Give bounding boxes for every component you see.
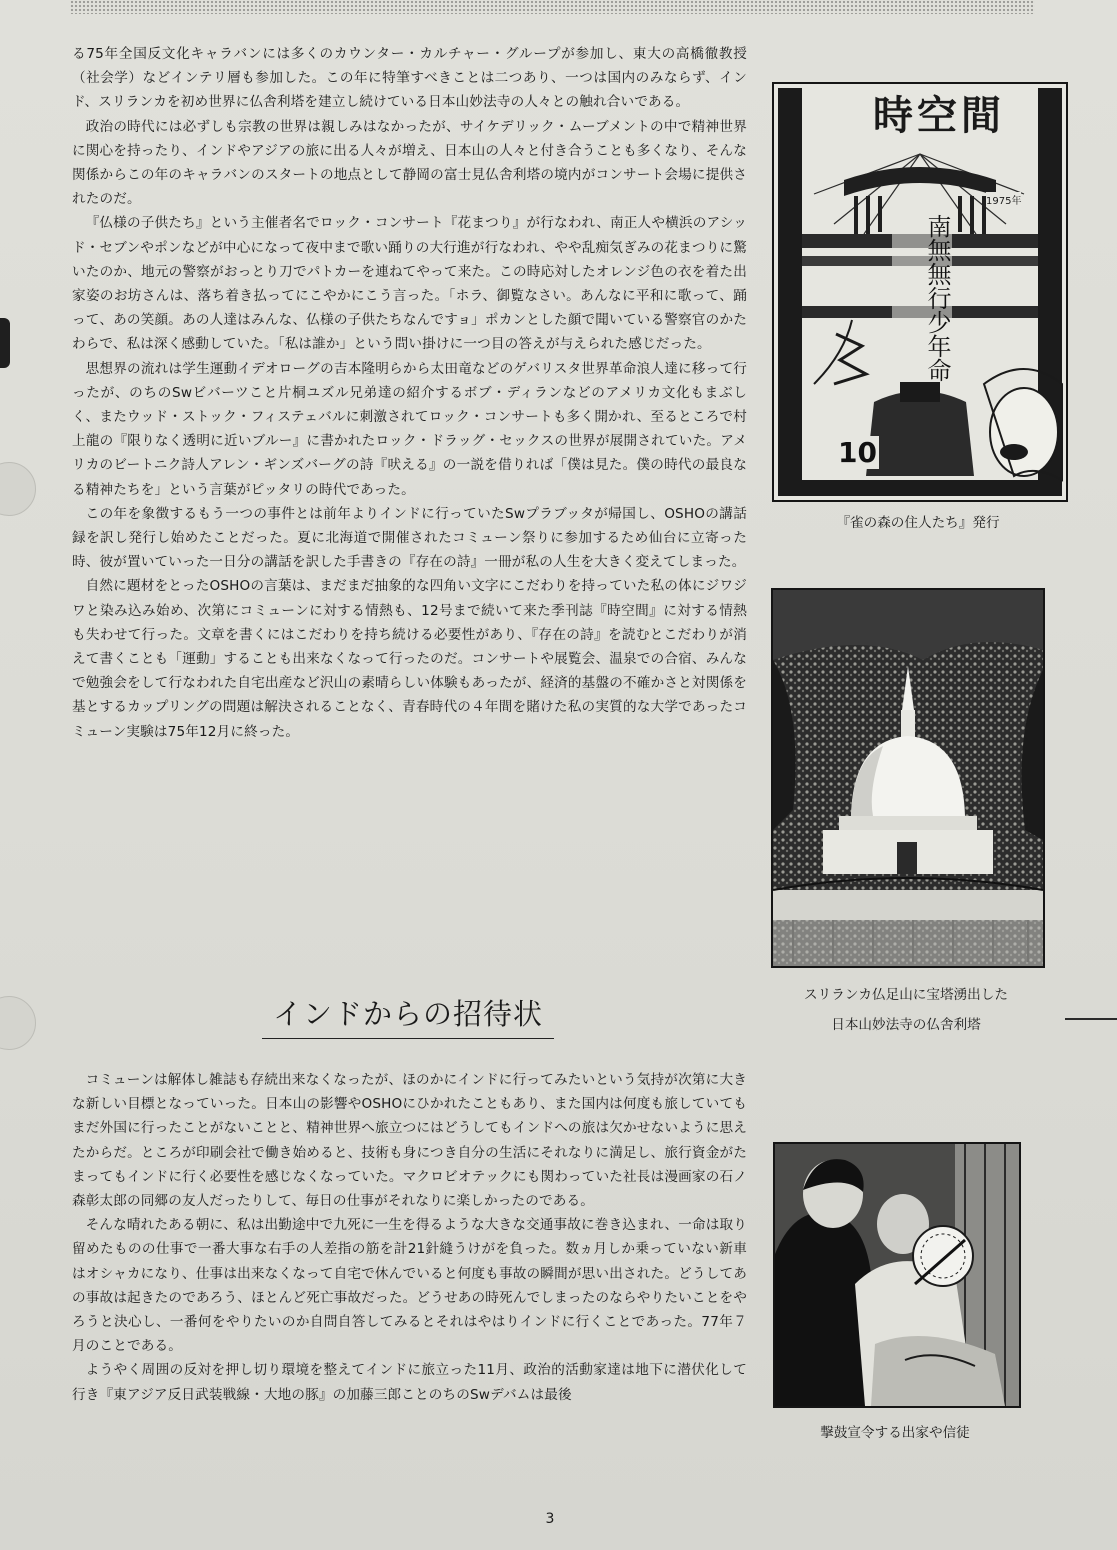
stupa-caption-line2: 日本山妙法寺の仏舎利塔 [831, 1017, 981, 1033]
paragraph: 『仏様の子供たち』という主催者名でロック・コンサート『花まつり』が行なわれ、南正人や横浜のアシッド・セブンやポンなどが中心になって夜中まで歌い踊りの大行進が行なわれ、やや乱痴気ぎみの花まつりに驚いたのか、地元の警察がおっとり刀でパトカーを連ねてやって来た。この時応対したオレンジ色の衣を着た出家姿のお坊さんは、落ち着き払ってにこやかにこう言った。「ホラ、御覧なさい。あんなに平和に歌って、踊って、あの笑顔。あの人達はみんな、仏様の子供たちなんですョ」ポカンとした顔で聞いている警察官のかたわらで、私は深く感動していた。「私は誰か」という問い掛けに一つ目の答えが与えられた感じだった。 [72, 215, 747, 353]
monks-caption: 撃鼓宣令する出家や信徒 [820, 1425, 970, 1441]
edge-mark [0, 318, 10, 368]
punch-hole [0, 996, 36, 1050]
monks-photo-figure [773, 1142, 1021, 1408]
punch-hole [0, 462, 36, 516]
halftone-strip [70, 0, 1035, 14]
paragraph: 思想界の流れは学生運動イデオローグの吉本隆明らから太田竜などのゲバリスタ世界革命浪人達に移って行ったが、のちのSwビバーツこと片桐ユズル兄弟達の紹介するボブ・ディランなどのアメリカ文化もまぶしく、またウッド・ストック・フィステェバルに刺激されてロック・コンサートも多く開かれ、至るところで村上龍の『限りなく透明に近いブルー』に書かれたロック・ドラッグ・セックスの世界が展開されていた。アメリカのビートニク詩人アレン・ギンズバーグの詩『吠える』の一説を借りれば「僕は見た。僕の時代の最良なる精神たちを」という言葉がピッタリの時代であった。 [72, 360, 747, 498]
stupa-photo [773, 590, 1043, 966]
article-block-2 [72, 1068, 747, 1407]
magazine-cover-figure [772, 82, 1068, 502]
stupa-caption-line1: スリランカ仏足山に宝塔湧出した [804, 987, 1008, 1003]
paragraph: 政治の時代には必ずしも宗教の世界は親しみはなかったが、サイケデリック・ムーブメントの中で精神世界に関心を持ったり、インドやアジアの旅に出る人々が増え、日本山の人々と付き合うことも多くなり、そんな関係からこの年のキャラバンのスタートの地点として静岡の富士見仏舎利塔の境内がコンサート会場に提供されたのだ。 [72, 118, 747, 208]
section-heading: インドからの招待状 [262, 994, 554, 1039]
magazine-caption: 『雀の森の住人たち』発行 [836, 515, 1000, 531]
magazine-title: 時空間 [873, 93, 1005, 139]
monks-photo [775, 1144, 1019, 1406]
magazine-vertical-title: 南無無行少年命 [892, 214, 952, 382]
page-number: 3 [545, 1511, 555, 1527]
magazine-year: 1975年 [986, 192, 1021, 207]
paragraph: この年を象徴するもう一つの事件とは前年よりインドに行っていたSwプラブッタが帰国し、OSHOの講話録を訳し発行し始めたことだった。夏に北海道で開催されたコミューン祭りに参加するため仙台に立寄った時、彼が置いていった一日分の講話を訳した手書きの『存在の詩』一冊が私の人生を大きく変えてしまった。 [72, 505, 747, 571]
issue-number: 10 [838, 436, 877, 469]
stupa-photo-figure [771, 588, 1045, 968]
article-block-1 [72, 42, 747, 744]
paragraph: コミューンは解体し雑誌も存続出来なくなったが、ほのかにインドに行ってみたいという気持が次第に大きな新しい目標となっていった。日本山の影響やOSHOにひかれたこともあり、また国内は何度も旅していてもまだ外国に行ったことがないことと、精神世界へ旅立つにはどうしてもインドへの旅は欠かせないように思えたからだ。ところが印刷会社で働き始めると、技術も身につき自分の生活にそれなりに満足し、旅行資金がたまってもインドに行く必要性を感じなくなっていた。マクロビオテックにも関わっていた社長は漫画家の石ノ森彰太郎の同郷の友人だったりして、毎日の仕事がそれなりに楽しかったのである。 [72, 1072, 747, 1210]
paragraph: ようやく周囲の反対を押し切り環境を整えてインドに旅立った11月、政治的活動家達は地下に潜伏化して行き『東アジア反日武装戦線・大地の豚』の加藤三郎ことのちのSwデバムは最後 [72, 1362, 747, 1403]
paragraph: る75年全国反文化キャラバンには多くのカウンター・カルチャー・グループが参加し、東大の高橋徹教授（社会学）などインテリ層も参加した。この年に特筆すべきことは二つあり、一つは国内のみならず、インド、スリランカを初め世界に仏舎利塔を建立し続けている日本山妙法寺の人々との触れ合いである。 [72, 46, 747, 111]
edge-line [1065, 1018, 1117, 1020]
paragraph: 自然に題材をとったOSHOの言葉は、まだまだ抽象的な四角い文字にこだわりを持っていた私の体にジワジワと染み込み始め、次第にコミューンに対する情熱も、12号まで続いて来た季刊誌『時空間』に対する情熱も失わせて行った。文章を書くにはこだわりを持ち続ける必要性があり、『存在の詩』を読むとこだわりが消えて書くことも「運動」することも出来なくなって行ったのだ。コンサートや展覧会、温泉での合宿、みんなで勉強会をして行なわれた自宅出産など沢山の素晴らしい体験もあったが、経済的基盤の不確かさと対関係を基とするカップリングの問題は解決されることなく、青春時代の４年間を賭けた私の実質的な大学であったコミューン実験は75年12月に終った。 [72, 578, 747, 740]
paragraph: そんな晴れたある朝に、私は出勤途中で九死に一生を得るような大きな交通事故に巻き込まれ、一命は取り留めたものの仕事で一番大事な右手の人差指の筋を計21針縫うけがを負った。数ヵ月しか乗っていない新車はオシャカになり、仕事は出来なくなって自宅で休んでいると何度も事故の瞬間が思い出された。どうしてあの事故は起きたのであろう、ほとんど死亡事故だった。どうせあの時死んでしまったのならやりたいことをやろうと決心し、一番何をやりたいのか自問自答してみるとそれはやはりインドに行くことであった。77年７月のことである。 [72, 1217, 747, 1355]
